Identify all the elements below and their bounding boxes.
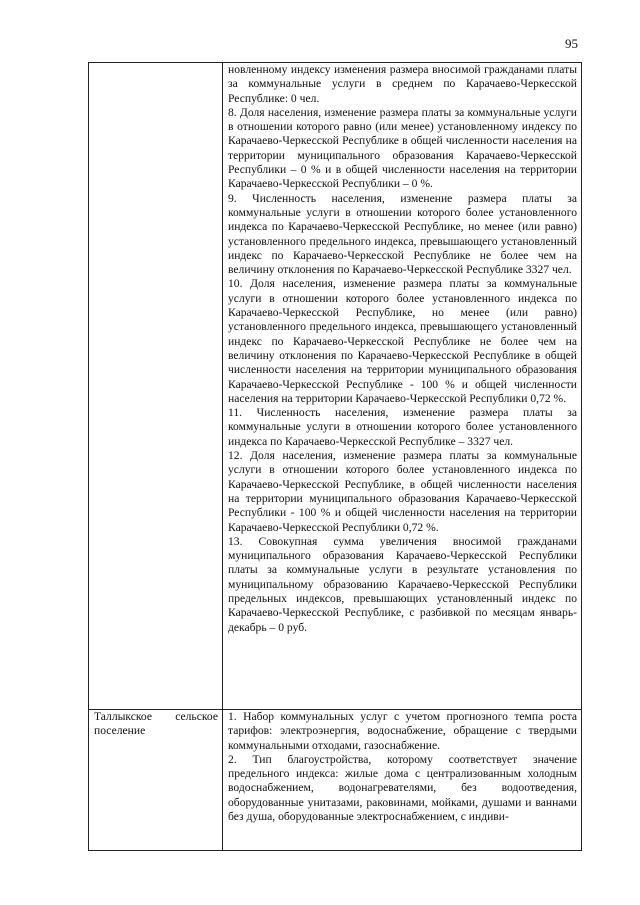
paragraph: 12. Доля населения, изменение размера платы за коммунальные услуги в отношении которого более установленного индекса по Карачаево-Черкесской Республике, в общей численности населения на территории муниципального образования Карачаево-Черкесской Республики - 100 % и общей численности населения на территории Карачаево-Черкесской Республики 0,72 %. <box>228 449 577 534</box>
table-row <box>89 63 582 710</box>
paragraph: 9. Численность населения, изменение размера платы за коммунальные услуги в отношении которого более установленного индекса по Карачаево-Черкесской Республике, но менее (или равно) установленного предельного индекса, превышающего установленный индекс по Карачаево-Черкесской Республике не более чем на величину отклонения по Карачаево-Черкесской Республике 3327 чел. <box>228 191 577 277</box>
municipality-cell <box>89 63 223 710</box>
paragraph: 10. Доля населения, изменение размера платы за коммунальные услуги в отношении которого более установленного индекса по Карачаево-Черкесской Республике, но менее (или равно) установленного предельного индекса, превышающего установленный индекс по Карачаево-Черкесской Республике не более чем на величину отклонения по Карачаево-Черкесской Республике в общей численности населения на территории муниципального образования Карачаево-Черкесской Республике - 100 % и общей численности населения на территории Карачаево-Черкесской Республики 0,72 %. <box>228 277 577 405</box>
table-row <box>89 710 582 851</box>
indicators-cell <box>223 710 582 851</box>
document-table <box>88 62 582 851</box>
page-number: 95 <box>565 36 578 51</box>
paragraph: 8. Доля населения, изменение размера платы за коммунальные услуги в отношении которого равно (или менее) установленному индексу по Карачаево-Черкесской Республике в общей численности населения на территории муниципального образования Карачаево-Черкесской Республики – 0 % и в общей численности населения на территории Карачаево-Черкесской Республики – 0 %. <box>228 105 577 191</box>
paragraph: новленному индексу изменения размера вносимой гражданами платы за коммунальные услуги в среднем по Карачаево-Черкесской Республике: 0 чел. <box>228 63 577 105</box>
paragraph: 1. Набор коммунальных услуг с учетом прогнозного темпа роста тарифов: электроэнергия, водоснабжение, обращение с твердыми коммунальными отходами, газоснабжение. <box>228 710 577 752</box>
indicators-cell <box>223 63 582 710</box>
municipality-cell: Таллыкское сельское поселение <box>89 710 223 851</box>
paragraph: 2. Тип благоустройства, которому соответствует значение предельного индекса: жилые дома с централизованным холодным водоснабжением, водонагревателями, без водоотведения, оборудованные унитазами, раковинами, мойками, душами и ваннами без душа, оборудованные электроснабжением, с индиви- <box>228 752 577 824</box>
paragraph: 11. Численность населения, изменение размера платы за коммунальные услуги в отношении которого более установленного индекса по Карачаево-Черкесской Республике – 3327 чел. <box>228 406 577 448</box>
paragraph: 13. Совокупная сумма увеличения вносимой гражданами муниципального образования Карачаево-Черкесской Республики платы за коммунальные услуги в результате установления по муниципальному образованию Карачаево-Черкесской Республики предельных индексов, превышающих установленный индекс по Карачаево-Черкесской Республике, с разбивкой по месяцам январь-декабрь – 0 руб. <box>228 534 577 634</box>
